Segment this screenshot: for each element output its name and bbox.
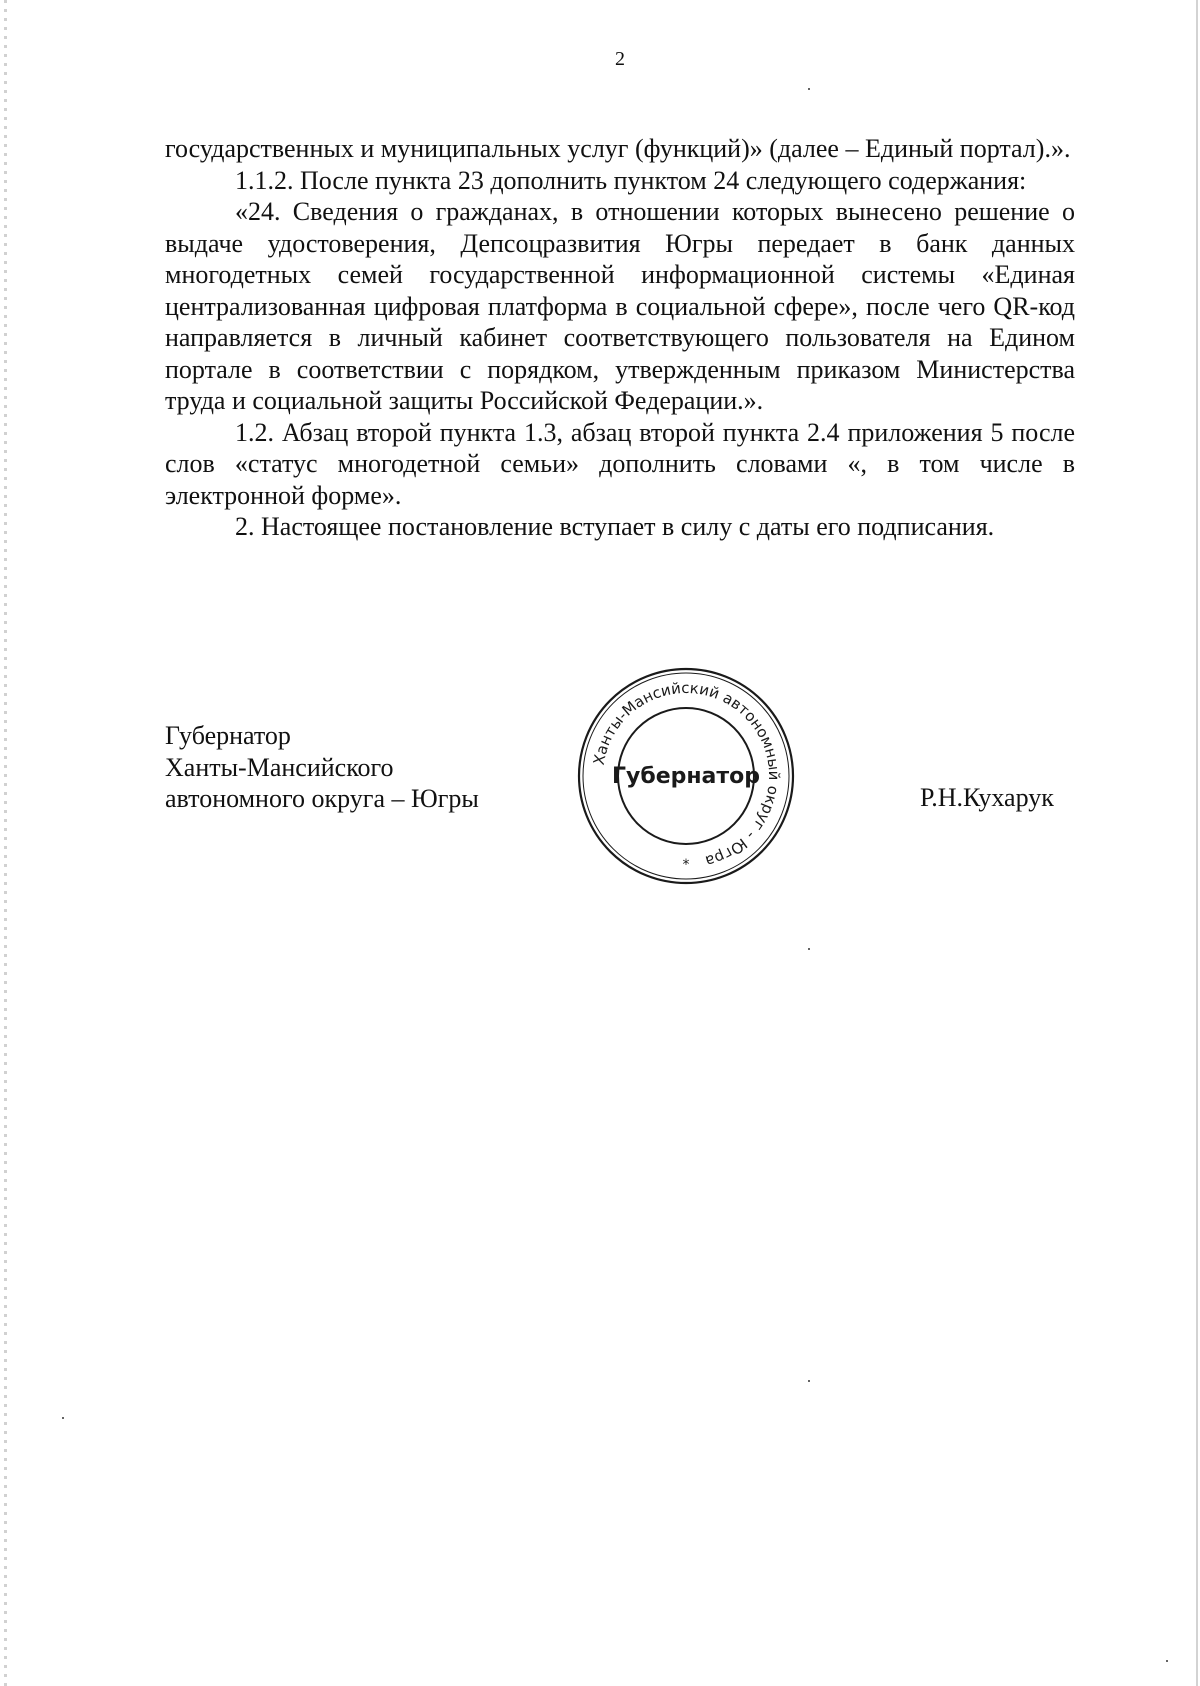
paragraph: 1.2. Абзац второй пункта 1.3, абзац второй пункта 2.4 приложения 5 после слов «статус многодетной семьи» дополнить словами «, в том числе в электронной форме». (165, 417, 1075, 510)
page-number: 2 (615, 48, 625, 70)
seal-center-text: Губернатор (611, 764, 761, 789)
document-body (165, 133, 1075, 543)
paragraph: государственных и муниципальных услуг (функций)» (далее – Единый портал).». (165, 134, 1071, 163)
paragraph: 1.1.2. После пункта 23 дополнить пунктом 24 следующего содержания: (235, 165, 1027, 195)
seal-ring-text: Ханты-Мансийский автономный округ - Югра (589, 678, 784, 871)
paragraph: 2. Настоящее постановление вступает в силу с даты его подписания. (235, 512, 995, 541)
signature-title-line: автономного округа – Югры (165, 784, 479, 813)
signature-title (165, 720, 479, 815)
signature-title-line: Ханты-Мансийского (165, 752, 394, 782)
scan-speck (808, 1380, 810, 1382)
scan-speck (1166, 1660, 1168, 1662)
scan-speck (808, 88, 810, 90)
seal-star-icon: * (682, 857, 690, 873)
official-seal (575, 665, 797, 887)
scan-right-edge (1196, 0, 1198, 1686)
scan-speck (62, 1417, 64, 1419)
paragraph: «24. Сведения о гражданах, в отношении которых вынесено решение о выдаче удостоверения, Депсоцразвития Югры передает в банк данных многодетных семей государственной информационной системы «Единая централизованная цифровая платформа в социальной сфере», после чего QR-код направляется в личный кабинет соответствующего пользователя на Едином портале в соответствии с порядком, утвержденным приказом Министерства труда и социальной защиты Российской Федерации.». (165, 197, 1075, 415)
signature-title-line: Губернатор (165, 721, 291, 750)
scan-speck (808, 948, 810, 950)
signer-name: Р.Н.Кухарук (920, 783, 1054, 812)
scan-left-edge (4, 0, 7, 1686)
